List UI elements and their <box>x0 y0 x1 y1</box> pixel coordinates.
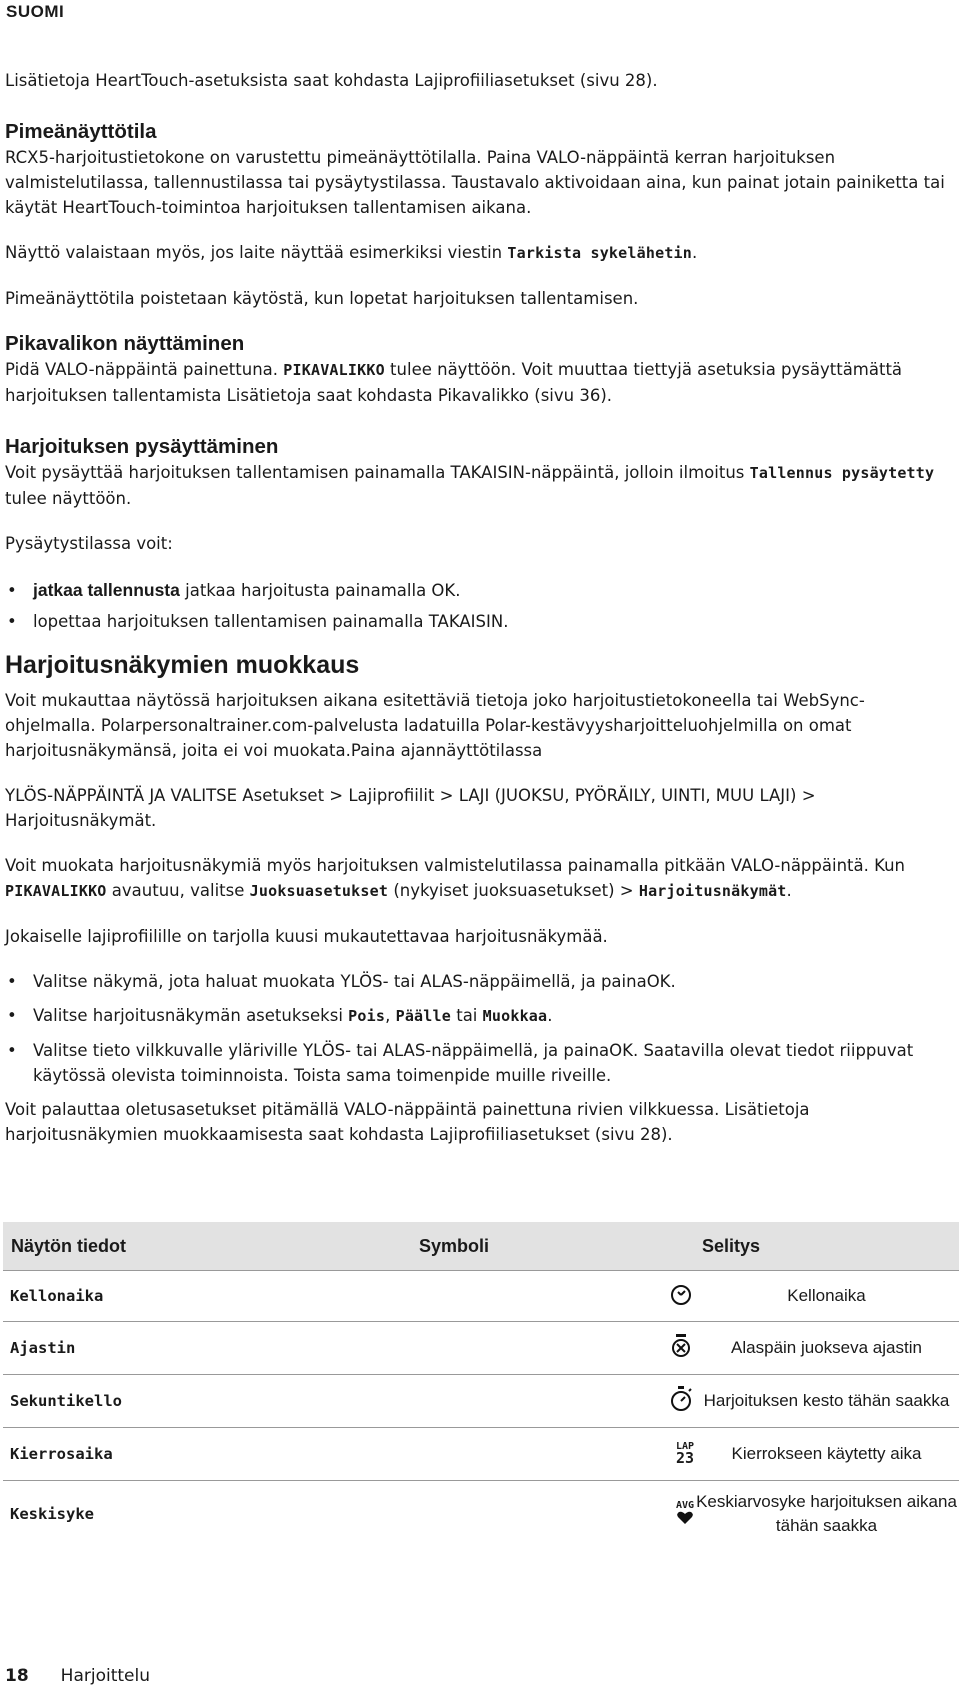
lcd-text: Muokkaa <box>482 1007 548 1025</box>
views-steps-list <box>5 969 953 1088</box>
night-mode-heading: Pimeänäyttötila <box>5 120 157 143</box>
row-name: Kellonaika <box>3 1271 411 1322</box>
row-description: Alaspäin juokseva ajastin <box>694 1322 959 1375</box>
table-row <box>3 1428 959 1481</box>
column-header: Selitys <box>694 1222 959 1271</box>
table-row <box>3 1322 959 1375</box>
row-symbol <box>411 1375 694 1428</box>
row-symbol <box>411 1271 694 1322</box>
clock-icon <box>668 1281 694 1307</box>
night-mode-paragraph: RCX5-harjoitustietokone on varustettu pimeänäyttötilalla. Paina VALO-näppäintä kerran harjoituksen valmistelutilassa, tallennustilassa tai pysäytystilassa. Taustavalo aktivoidaan aina, kun painat jotain painiketta tai käytät HeartTouch-toimintoa harjoituksen tallentamisen aikana. <box>5 148 945 217</box>
row-name: Sekuntikello <box>3 1375 411 1428</box>
display-info-table <box>3 1222 959 1547</box>
row-description: Harjoituksen kesto tähän saakka <box>694 1375 959 1428</box>
lcd-text: Päälle <box>395 1007 451 1025</box>
pause-paragraph: Voit pysäyttää harjoituksen tallentamisen painamalla TAKAISIN-näppäintä, jolloin ilmoitus Tallennus pysäytetty tulee näyttöön. <box>5 463 935 508</box>
table-row <box>3 1481 959 1548</box>
page-content <box>5 68 953 1147</box>
night-mode-message-paragraph: Näyttö valaistaan myös, jos laite näyttää esimerkiksi viestin Tarkista sykelähetin. <box>5 243 698 262</box>
row-symbol <box>411 1481 694 1548</box>
table-row <box>3 1271 959 1322</box>
lcd-text: PIKAVALIKKO <box>283 361 385 379</box>
table-header-row <box>3 1222 959 1271</box>
views-paragraph-3: Voit muokata harjoitusnäkymiä myös harjoituksen valmistelutilassa painamalla pitkään VALO-näppäintä. Kun PIKAVALIKKO avautuu, valitse Juoksuasetukset (nykyiset juoksuasetukset) > Harjoitusnäkymät. <box>5 856 906 900</box>
views-paragraph-2: YLÖS-NÄPPÄINTÄ JA VALITSE Asetukset > Lajiprofiilit > LAJI (JUOKSU, PYÖRÄILY, UINTI, MUU LAJI) > Harjoitusnäkymät. <box>5 786 816 830</box>
lcd-text: Tallennus pysäytetty <box>749 464 935 482</box>
lcd-text: Pois <box>348 1007 386 1025</box>
column-header: Symboli <box>411 1222 694 1271</box>
night-mode-off-paragraph: Pimeänäyttötila poistetaan käytöstä, kun lopetat harjoituksen tallentamisen. <box>5 289 639 308</box>
list-item: • jatkaa tallennusta jatkaa harjoitusta painamalla OK. <box>7 580 461 600</box>
pause-options-list <box>5 578 953 634</box>
views-heading: Harjoitusnäkymien muokkaus <box>5 651 360 679</box>
pause-options-intro: Pysäytystilassa voit: <box>5 534 173 553</box>
list-item: • Valitse harjoitusnäkymän asetukseksi Pois, Päälle tai Muokkaa. <box>7 1006 553 1025</box>
row-symbol <box>411 1428 694 1481</box>
pause-heading: Harjoituksen pysäyttäminen <box>5 435 279 458</box>
row-name: Kierrosaika <box>3 1428 411 1481</box>
lcd-text: Juoksuasetukset <box>249 882 389 900</box>
lcd-text: Harjoitusnäkymät <box>638 882 787 900</box>
avg-heart-icon: AVG <box>676 1500 694 1528</box>
column-header: Näytön tiedot <box>3 1222 411 1271</box>
lcd-text: PIKAVALIKKO <box>5 882 107 900</box>
views-paragraph-1: Voit mukauttaa näytössä harjoituksen aikana esitettäviä tietoja joko harjoitustietokoneella tai WebSync-ohjelmalla. Polarpersonaltrainer.com-palvelusta ladatuilla Polar-kestävyysharjoitteluohjelmilla on omat harjoitusnäkymänsä, joita ei voi muokata.Paina ajannäyttötilassa <box>5 691 865 760</box>
row-name: Keskisyke <box>3 1481 411 1548</box>
intro-paragraph: Lisätietoja HeartTouch-asetuksista saat kohdasta Lajiprofiiliasetukset (sivu 28). <box>5 71 658 90</box>
stopwatch-icon <box>668 1385 694 1411</box>
language-label: SUOMI <box>6 2 65 21</box>
row-description: Kierrokseen käytetty aika <box>694 1428 959 1481</box>
lap-icon: LAP 23 <box>675 1441 694 1467</box>
timer-icon <box>668 1332 694 1358</box>
list-item: • lopettaa harjoituksen tallentamisen painamalla TAKAISIN. <box>7 612 509 631</box>
quick-menu-paragraph: Pidä VALO-näppäintä painettuna. PIKAVALIKKO tulee näyttöön. Voit muuttaa tiettyjä asetuksia pysäyttämättä harjoituksen tallentamista Lisätietoja saat kohdasta Pikavalikko (sivu 36). <box>5 360 903 405</box>
page-number: 18 <box>5 1666 29 1686</box>
row-symbol <box>411 1322 694 1375</box>
views-paragraph-5: Voit palauttaa oletusasetukset pitämällä VALO-näppäintä painettuna rivien vilkkuessa. Lisätietoja harjoitusnäkymien muokkaamisesta saat kohdasta Lajiprofiiliasetukset (sivu 28). <box>5 1100 810 1144</box>
quick-menu-heading: Pikavalikon näyttäminen <box>5 332 245 355</box>
page-footer <box>5 1666 150 1686</box>
list-item: • Valitse tieto vilkkuvalle yläriville YLÖS- tai ALAS-näppäimellä, ja painaOK. Saatavilla olevat tiedot riippuvat käytössä olevista toiminnoista. Toista sama toimenpide muille riveille. <box>7 1041 914 1085</box>
lcd-text: Tarkista sykelähetin <box>507 244 693 262</box>
row-description: Keskiarvosyke harjoituksen aikana tähän saakka <box>694 1481 959 1548</box>
list-item: • Valitse näkymä, jota haluat muokata YLÖS- tai ALAS-näppäimellä, ja painaOK. <box>7 972 676 991</box>
views-paragraph-4: Jokaiselle lajiprofiilille on tarjolla kuusi mukautettavaa harjoitusnäkymää. <box>5 927 608 946</box>
section-name: Harjoittelu <box>60 1666 150 1686</box>
row-name: Ajastin <box>3 1322 411 1375</box>
row-description: Kellonaika <box>694 1271 959 1322</box>
table-row <box>3 1375 959 1428</box>
